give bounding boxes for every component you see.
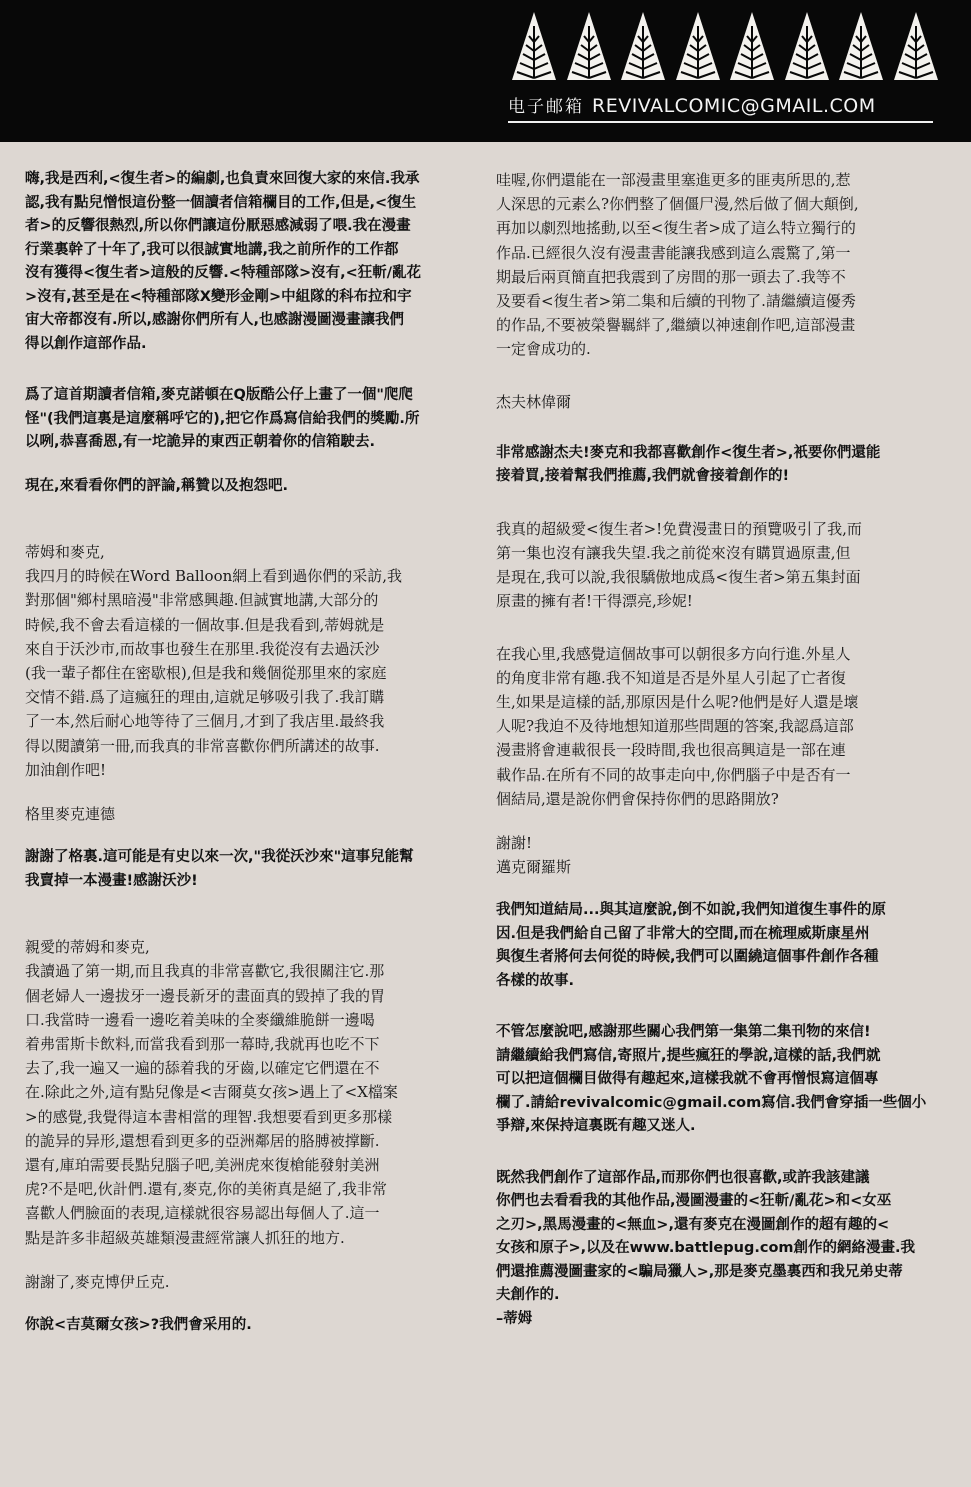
editor-intro: 嗨,我是西利,<復生者>的編劇,也負責來回復大家的來信.我承 認,我有點兒憎恨這份整一個讀者信箱欄目的工作,但是,<復生 者>的反響很熱烈,所以你們讓這份厭惡感減弱了喂.我在漫畫 行業裏幹了十年了,我可以很誠實地講,我之前所作的工作都 沒有獲得<復生者>這般的反響.<特種部隊>沒有,<狂斬/亂花 >沒有,甚至是在<特種部隊X變形金剛>中組隊的科布拉和宇 宙大帝都沒有.所以,感謝你們所有人,也感謝漫圖漫畫讓我們 得以創作這部作品. bbox=[25, 171, 422, 352]
reader-letter-1: 蒂姆和麥克, 我四月的時候在Word Balloon網上看到過你們的采訪,我 對那個"鄉村黑暗漫"非常感興趣.但誠實地講,大部分的 時候,我不會去看這樣的一個故事.但是我看到,蒂姆就是 來自于沃沙市,而故事也發生在那里.我從沒有去過沃沙 (我一輩子都住在密歇根),但是我和幾個從那里來的家庭 交情不錯.爲了這瘋狂的理由,這就足够吸引我了.我訂購 了一本,然后耐心地等待了三個月,才到了我店里.最終我 得以閱讀第一冊,而我真的非常喜歡你們所講述的故事. 加油創作吧! bbox=[25, 543, 403, 779]
email-label: 电子邮箱 bbox=[508, 97, 584, 117]
letter-signature-4: 謝謝! 邁克爾羅斯 bbox=[496, 834, 572, 877]
editor-prize-note: 爲了這首期讀者信箱,麥克諾頓在Q版酷公仔上畫了一個"爬爬 怪"(我們這裏是這麼稱呼它的),把它作爲寫信給我們的獎勵.所 以咧,恭喜喬恩,有一坨詭异的東西正朝着你的信箱駛去. bbox=[25, 387, 420, 450]
reader-letter-2: 親愛的蒂姆和麥克, 我讀過了第一期,而且我真的非常喜歡它,我很關注它.那 個老婦人一邊拔牙一邊長新牙的畫面真的毀掉了我的胃 口.我當時一邊看一邊吃着美味的全麥纖維脆餅一邊喝 着弗雷斯卡飲料,而當我看到那一幕時,我就再也吃不下 去了,我一遍又一遍的舔着我的牙齒,以確定它們還在不 在.除此之外,這有點兒像是<吉爾莫女孩>遇上了<X檔案 >的感覺,我覺得這本書相當的理智.我想要看到更多那樣 的詭异的异形,還想看到更多的亞洲鄰居的胳膊被撑斷. 還有,庫珀需要長點兒腦子吧,美洲虎來復槍能發射美洲 虎?不是吧,伙計們.還有,麥克,你的美術真是絕了,我非常 喜歡人們臉面的表現,這樣就很容易認出每個人了.這一 點是許多非超級英雄類漫畫經常讓人抓狂的地方. bbox=[25, 938, 398, 1247]
pine-tree-icon bbox=[892, 10, 940, 82]
editor-reply-6: 既然我們創作了這部作品,而那你們也很喜歡,或許我該建議 你們也去看看我的其他作品,漫圖漫畫的<狂斬/亂花>和<女巫 之刃>,黑馬漫畫的<無血>,還有麥克在漫圖創作的超有趣的< 女孩和原子>,以及在www.battlepug.com創作的網絡漫畫.我 們還推薦漫圖畫家的<騙局獵人>,那是麥克墨裏西和我兄弟史蒂 夫創作的. –蒂姆 bbox=[496, 1169, 916, 1327]
reader-letter-4b: 在我心里,我感覺這個故事可以朝很多方向行進.外星人 的角度非常有趣.我不知道是否是外星人引起了亡者復 生,如果是這樣的話,那原因是什么呢?他們是好人還是壞 人呢?我迫不及待地想知道那些問題的答案,我認爲這部 漫畫將會連載很長一段時間,我也很高興這是一部在連 載作品.在所有不同的故事走向中,你們腦子中是否有一 個結局,還是說你們會保持你們的思路開放? bbox=[496, 644, 859, 808]
editor-reply-3: 非常感謝杰夫!麥克和我都喜歡創作<復生者>,衹要你們還能 接着買,接着幫我們推薦,我們就會接着創作的! bbox=[496, 444, 881, 485]
pine-tree-icon bbox=[674, 10, 722, 82]
email-address[interactable]: REVIVALCOMIC@GMAIL.COM bbox=[592, 95, 876, 117]
editor-reply-5: 不管怎麼說吧,感謝那些關心我們第一集第二集刊物的來信! 請繼續給我們寫信,寄照片,提些瘋狂的學說,這樣的話,我們就 可以把這個欄目做得有趣起來,這樣我就不會再憎恨寫這個專 欄了.請給revivalcomic@gmail.com寫信.我們會穿插一些個小 爭辯,來保持這裏既有趣又迷人. bbox=[496, 1024, 927, 1135]
tree-row bbox=[510, 10, 940, 82]
left-column bbox=[25, 168, 480, 1338]
editor-lead: 現在,來看看你們的評論,稱贊以及抱怨吧. bbox=[25, 477, 289, 494]
pine-tree-icon bbox=[510, 10, 558, 82]
pine-tree-icon bbox=[728, 10, 776, 82]
editor-reply-4: 我們知道結局...與其這麼說,倒不如說,我們知道復生事件的原 因.但是我們給自己留了非常大的空間,而在梳理威斯康星州 與復生者將何去何從的時候,我們可以圍繞這個事件創作各種 各樣的故事. bbox=[496, 902, 887, 989]
pine-tree-icon bbox=[783, 10, 831, 82]
header-banner bbox=[0, 0, 971, 142]
pine-tree-icon bbox=[837, 10, 885, 82]
letter-signature-2: 謝謝了,麥克博伊丘克. bbox=[25, 1272, 170, 1291]
editor-reply-2: 你說<吉莫爾女孩>?我們會采用的. bbox=[25, 1317, 252, 1334]
pine-tree-icon bbox=[619, 10, 667, 82]
reader-letter-4a: 我真的超級愛<復生者>!免費漫畫日的預覽吸引了我,而 第一集也沒有讓我失望.我之前從來沒有購買過原畫,但 是現在,我可以說,我很驕傲地成爲<復生者>第五集封面 原畫的擁有者!干得漂亮,珍妮! bbox=[496, 519, 862, 611]
editor-reply-1: 謝謝了格裏.這可能是有史以來一次,"我從沃沙來"這事兒能幫 我賣掉一本漫畫!感謝沃沙! bbox=[25, 849, 414, 889]
letter-signature-3: 杰夫林偉爾 bbox=[496, 392, 572, 411]
right-column bbox=[496, 168, 951, 1331]
reader-letter-3: 哇喔,你們還能在一部漫畫里塞進更多的匪夷所思的,惹 人深思的元素么?你們整了個僵尸漫,然后做了個大顛倒, 再加以劇烈地搖動,以至<復生者>成了這么特立獨行的 作品.已經很久沒有漫畫書能讓我感到這么震驚了,第一 期最后兩頁簡直把我震到了房間的那一頭去了.我等不 及要看<復生者>第二集和后續的刊物了.請繼續這優秀 的作品,不要被榮譽羈絆了,繼續以神速創作吧,這部漫畫 一定會成功的. bbox=[496, 171, 859, 359]
pine-tree-icon bbox=[565, 10, 613, 82]
email-line[interactable] bbox=[508, 92, 933, 123]
letter-signature-1: 格里麥克連德 bbox=[25, 805, 116, 824]
